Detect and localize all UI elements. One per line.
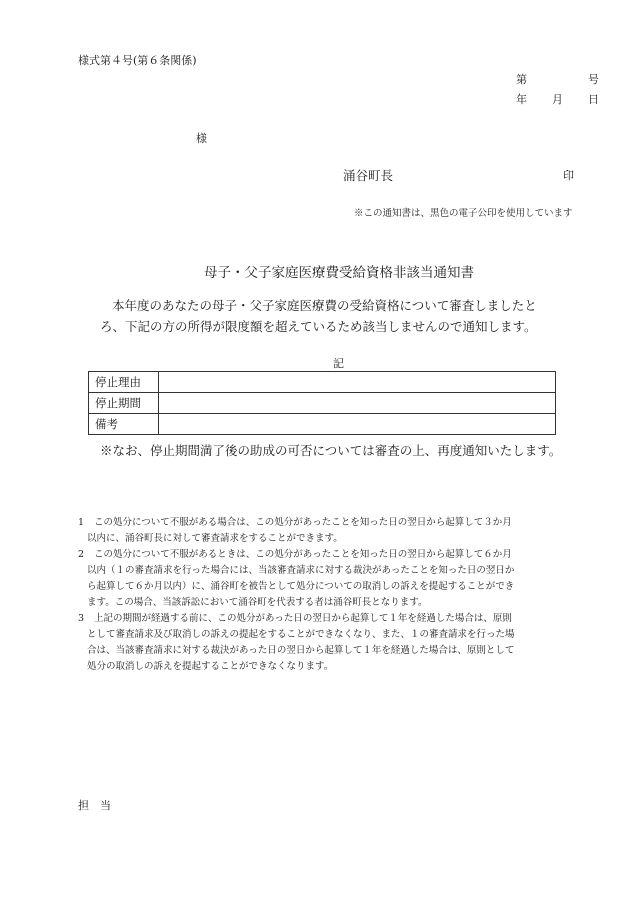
note-2-line: この処分について不服があるときは、この処分があったことを知った日の翌日から起算して６か月: [94, 549, 512, 560]
document-number-prefix: 第: [516, 73, 527, 86]
note-2-number: 2: [78, 549, 85, 560]
stop-period-value: [159, 393, 556, 414]
table-row: [89, 372, 556, 393]
remarks-label: 備考: [89, 414, 159, 435]
issuer-title: 涌谷町長: [343, 168, 394, 183]
note-2-line: ます。この場合、当該訴訟において涌谷町を代表する者は涌谷町長となります。: [87, 597, 428, 608]
stop-reason-value: [159, 372, 556, 393]
note-1-line: この処分について不服がある場合は、この処分があったことを知った日の翌日から起算して３か月: [94, 517, 512, 528]
note-1-number: 1: [78, 517, 85, 528]
document-number-suffix: 号: [588, 73, 599, 86]
body-line-2: ろ、下記の方の所得が限度額を超えているため該当しませんので通知します。: [100, 319, 537, 334]
table-row: [89, 393, 556, 414]
person-in-charge-label: 担 当: [78, 799, 111, 812]
form-label: 様式第４号(第６条関係): [78, 54, 197, 67]
note-3-line: として審査請求及び取消しの訴えの提起をすることができなくなり、また、１の審査請求を行った場: [87, 629, 515, 640]
note-3-number: 3: [78, 613, 85, 624]
date-day: 日: [588, 93, 599, 106]
addressee-honorific: 様: [196, 132, 207, 145]
note-1-line: 以内に、涌谷町長に対して審査請求をすることができます。: [87, 533, 343, 544]
note-2-line: 以内（１の審査請求を行った場合には、当該審査請求に対する裁決があったことを知った日の翌日か: [87, 565, 515, 576]
note-2-line: ら起算して６か月以内）に、涌谷町を被告として処分についての取消しの訴えを提起することができ: [87, 581, 515, 592]
note-3-line: 処分の取消しの訴えを提起することができなくなります。: [87, 661, 334, 672]
date-month: 月: [552, 93, 563, 106]
ki-heading: 記: [333, 357, 344, 370]
body-line-1: 本年度のあなたの母子・父子家庭医療費の受給資格について審査しましたと: [112, 298, 537, 313]
note-3-line: 上記の期間が経過する前に、この処分があった日の翌日から起算して１年を経過した場合は、原則: [94, 613, 512, 624]
record-table: [88, 371, 556, 435]
stop-period-label: 停止期間: [89, 393, 159, 414]
reapply-note: ※なお、停止期間満了後の助成の可否については審査の上、再度通知いたします。: [100, 443, 562, 458]
remarks-value: [159, 414, 556, 435]
date-year: 年: [516, 93, 527, 106]
seal-notice: ※この通知書は、黒色の電子公印を使用しています: [354, 208, 573, 219]
note-3-line: 合は、当該審査請求に対する裁決があった日の翌日から起算して１年を経過した場合は、原則として: [87, 645, 515, 656]
stop-reason-label: 停止理由: [89, 372, 159, 393]
document-title: 母子・父子家庭医療費受給資格非該当通知書: [204, 265, 474, 281]
seal-mark: 印: [563, 169, 574, 182]
table-row: [89, 414, 556, 435]
